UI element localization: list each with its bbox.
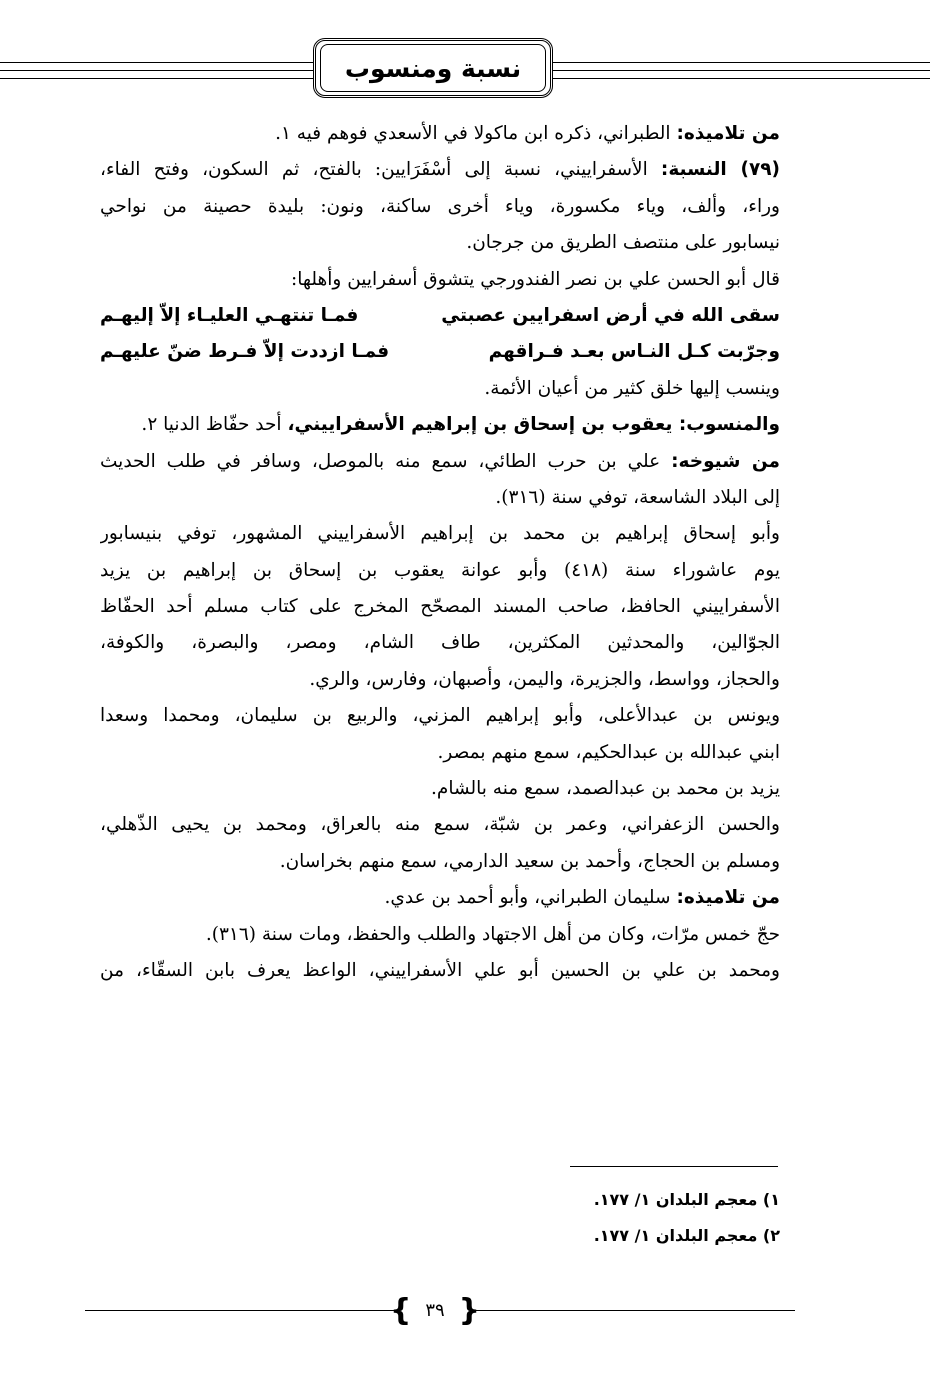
- line-text: وراء، وألف، وياء مكسورة، وياء أخرى ساكنة، ونون: بليدة حصينة من نواحي: [100, 195, 780, 217]
- text-line: [100, 589, 780, 625]
- line-label: والمنسوب: يعقوب بن إسحاق بن إبراهيم الأسفراييني،: [287, 414, 780, 436]
- line-text: والحسن الزعفراني، وعمر بن شبّة، سمع منه بالعراق، ومحمد بن يحيى الذّهلي،: [100, 814, 780, 836]
- line-text: الجوّالين، والمحدثين المكثرين، طاف الشام، ومصر، والبصرة، والكوفة،: [100, 632, 780, 654]
- verse-line: [100, 334, 780, 370]
- right-brace-icon: }: [458, 1292, 481, 1328]
- text-line: [100, 116, 780, 152]
- text-line: [100, 553, 780, 589]
- text-line: [100, 225, 780, 261]
- header-rule-left-3: [0, 78, 313, 79]
- line-text: ومسلم بن الحجاج، وأحمد بن سعيد الدارمي، سمع منهم بخراسان.: [279, 850, 780, 872]
- text-line: [100, 152, 780, 188]
- line-text: سليمان الطبراني، وأبو أحمد بن عدي.: [384, 887, 677, 909]
- page-number-rule-right: [475, 1310, 795, 1311]
- header-rule-right-2: [553, 70, 930, 71]
- text-line: [100, 917, 780, 953]
- line-text: ويونس بن عبدالأعلى، وأبو إبراهيم المزني، والربيع بن سليمان، ومحمدا وسعدا: [100, 705, 780, 727]
- line-text: ومحمد بن علي بن الحسين أبو علي الأسفراييني، الواعظ يعرف بابن السقّاء، من: [100, 959, 780, 981]
- line-text: نيسابور على منتصف الطريق من جرجان.: [466, 232, 780, 254]
- text-line: [100, 953, 780, 989]
- line-text: يوم عاشوراء سنة (٤١٨) وأبو عوانة يعقوب بن إسحاق بن إبراهيم بن يزيد: [100, 559, 780, 581]
- header-frame: [313, 38, 553, 98]
- header-rule-left-2: [0, 70, 313, 71]
- text-line: [100, 625, 780, 661]
- text-line: [100, 880, 780, 916]
- text-line: [100, 516, 780, 552]
- verse-first-hemistich: سقى الله في أرض اسفرايين عصبتي: [441, 304, 780, 326]
- text-line: [100, 844, 780, 880]
- line-text: علي بن حرب الطائي، سمع منه بالموصل، وسافر في طلب الحديث: [100, 450, 672, 472]
- page-number-rule-left: [85, 1310, 395, 1311]
- text-line: [100, 771, 780, 807]
- line-text: ابني عبدالله بن عبدالحكيم، سمع منهم بمصر.: [437, 741, 780, 763]
- text-line: [100, 262, 780, 298]
- verse-second-hemistich: فمـا تنتهـي العليـاء إلاّ إليهـم: [100, 304, 359, 326]
- text-line: [100, 480, 780, 516]
- line-text: الأسفراييني الحافظ، صاحب المسند المصحّح المخرج على كتاب مسلم أحد الحفّاظ: [100, 596, 780, 618]
- line-text: الطبراني، ذكره ابن ماكولا في الأسعدي فوهم فيه ١.: [275, 123, 677, 144]
- footnote: ١) معجم البلدان ١/ ١٧٧.: [593, 1190, 780, 1209]
- text-line: [100, 807, 780, 843]
- line-label: (٧٩) النسبة:: [660, 159, 780, 181]
- line-text: قال أبو الحسن علي بن نصر الفندورجي يتشوق أسفرايين وأهلها:: [290, 268, 780, 290]
- line-text: حجّ خمس مرّات، وكان من أهل الاجتهاد والطلب والحفظ، ومات سنة (٣١٦).: [205, 923, 780, 945]
- text-line: [100, 735, 780, 771]
- line-text: يزيد بن محمد بن عبدالصمد، سمع منه بالشام.: [431, 778, 780, 800]
- text-line: [100, 407, 780, 443]
- left-brace-icon: {: [389, 1292, 412, 1328]
- footnote: ٢) معجم البلدان ١/ ١٧٧.: [593, 1226, 780, 1245]
- line-label: من شيوخه:: [671, 450, 780, 472]
- text-line: [100, 444, 780, 480]
- verse-second-hemistich: فمـا ازددت إلاّ فـرط ضنّ عليهـم: [100, 341, 390, 363]
- footnote-separator: [570, 1166, 778, 1167]
- line-text: إلى البلاد الشاسعة، توفي سنة (٣١٦).: [495, 486, 780, 508]
- line-text: والحجاز، وواسط، والجزيرة، واليمن، وأصبهان، وفارس، والري.: [309, 668, 780, 690]
- text-line: [100, 189, 780, 225]
- main-text: [100, 116, 780, 989]
- line-label: من تلاميذه:: [676, 887, 780, 909]
- header-rule-left-1: [0, 62, 313, 63]
- header-rule-right-3: [553, 78, 930, 79]
- header-rule-right-1: [553, 62, 930, 63]
- footnotes: [470, 1182, 780, 1254]
- verse-line: [100, 298, 780, 334]
- text-line: [100, 698, 780, 734]
- page-number-box: [389, 1290, 481, 1330]
- running-title: نسبة ومنسوب: [320, 44, 546, 92]
- line-text: الأسفراييني، نسبة إلى أسْفَرَايين: بالفتح، ثم السكون، وفتح الفاء،: [100, 159, 661, 181]
- page-number: ٣٩: [425, 1299, 445, 1321]
- line-text: أحد حفّاظ الدنيا ٢.: [141, 414, 288, 436]
- text-line: [100, 371, 780, 407]
- text-line: [100, 662, 780, 698]
- line-text: وينسب إليها خلق كثير من أعيان الأئمة.: [484, 377, 780, 399]
- line-text: وأبو إسحاق إبراهيم بن محمد بن إبراهيم الأسفراييني المشهور، توفي بنيسابور: [100, 523, 780, 545]
- verse-first-hemistich: وجرّبت كـل النـاس بعـد فـراقهم: [488, 341, 780, 363]
- line-label: من تلاميذه:: [676, 123, 780, 144]
